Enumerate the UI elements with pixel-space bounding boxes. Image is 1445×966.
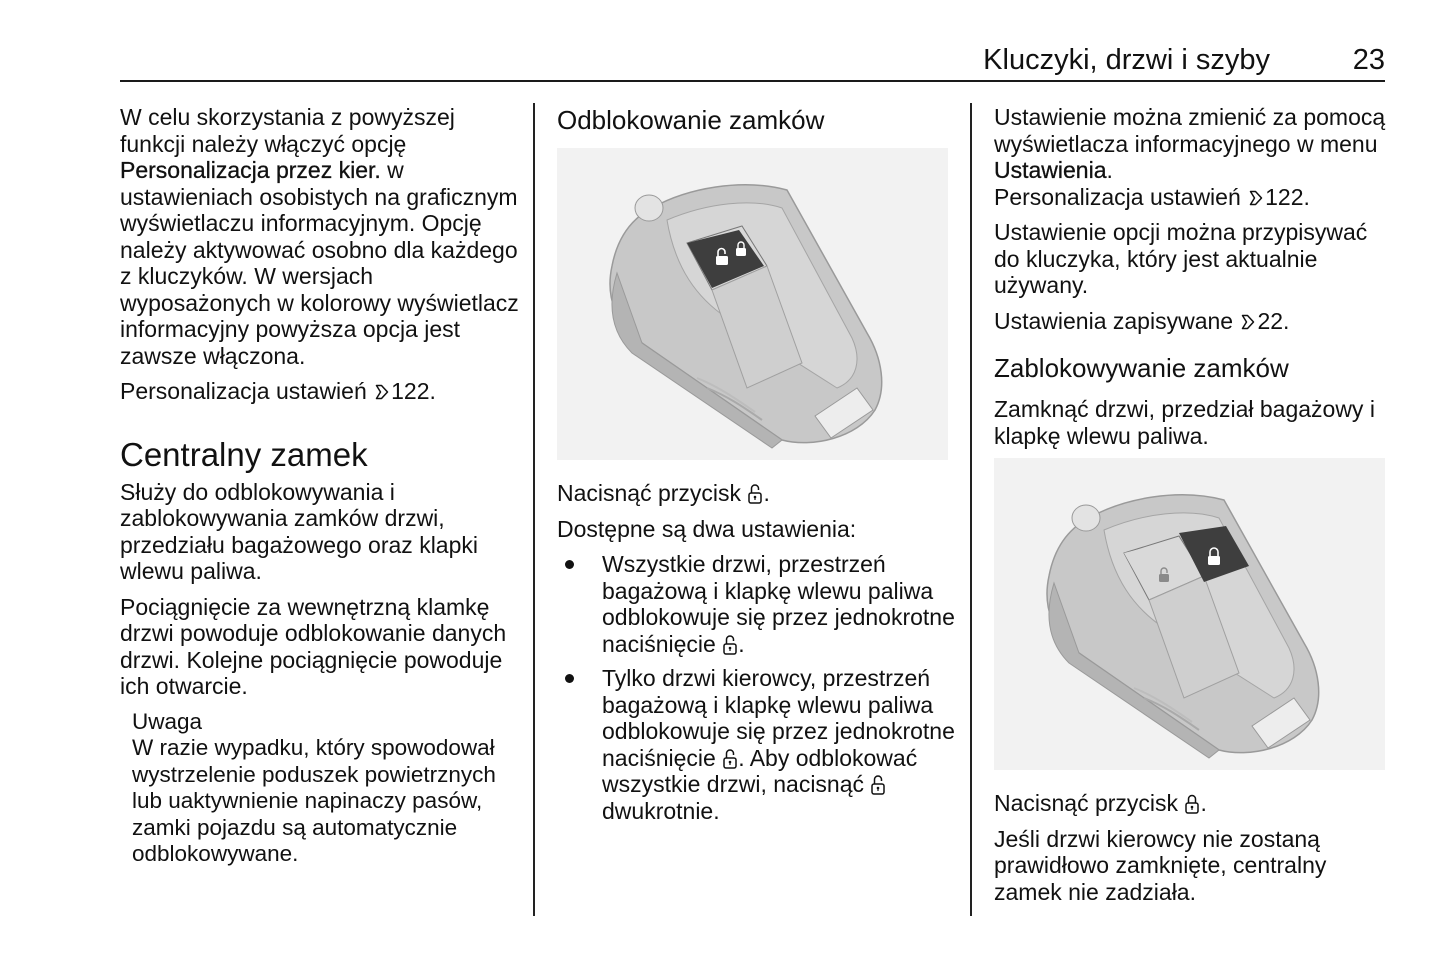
paragraph-settings-saved: Ustawienia zapisywane 22. xyxy=(994,307,1290,334)
key-fob-unlock-illustration xyxy=(557,148,948,460)
menu-option-personalizacja: Personalizacja przez kier. xyxy=(120,157,381,183)
cross-reference-arrow-icon xyxy=(1241,314,1255,330)
column-divider-2 xyxy=(970,103,972,916)
key-fob-lock-illustration xyxy=(994,458,1385,770)
column-2 xyxy=(557,104,957,833)
section-heading-locking: Zablokowywanie zamków xyxy=(994,353,1289,383)
list-item: Tylko drzwi kierowcy, przestrzeń bagażową i klapkę wlewu paliwa odblokowuje się przez jednokrotne naciśnięcie . Aby odblokować wszystkie drzwi, nacisnąć dwukrotnie. xyxy=(557,665,957,824)
menu-option-ustawienia: Ustawienia xyxy=(994,157,1107,183)
paragraph-press-lock: Nacisnąć przycisk . xyxy=(994,790,1207,816)
running-header-title: Kluczyki, drzwi i szyby xyxy=(983,44,1270,76)
paragraph-assign-key: Ustawienie opcji można przypisywać do kluczyka, który jest aktualnie używany. xyxy=(994,219,1368,298)
paragraph-close-doors: Zamknąć drzwi, przedział bagażowy i klapkę wlewu paliwa. xyxy=(994,396,1375,449)
paragraph-central-lock-purpose: Służy do odblokowywania i zablokowywania zamków drzwi, przedziału bagażowego oraz klapki wlewu paliwa. xyxy=(120,478,478,584)
unlock-icon xyxy=(871,774,885,795)
list-item: Wszystkie drzwi, przestrzeń bagażową i klapkę wlewu paliwa odblokowuje się przez jednokrotne naciśnięcie . xyxy=(557,551,957,657)
paragraph-driver-door-warning: Jeśli drzwi kierowcy nie zostaną prawidłowo zamknięte, centralny zamek nie zadziała. xyxy=(994,825,1327,905)
paragraph-press-unlock: Nacisnąć przycisk . xyxy=(557,480,770,506)
paragraph-settings-reference: Personalizacja ustawień 122. xyxy=(120,378,436,404)
bullet-icon xyxy=(565,560,574,569)
cross-reference-arrow-icon xyxy=(375,384,389,400)
page-number: 23 xyxy=(1352,44,1385,76)
cross-reference-arrow-icon xyxy=(1249,190,1263,206)
lock-icon xyxy=(1185,793,1199,814)
column-1 xyxy=(120,104,520,868)
paragraph-door-handle: Pociągnięcie za wewnętrzną klamkę drzwi powoduje odblokowanie danych drzwi. Kolejne pociągnięcie powoduje ich otwarcie. xyxy=(120,593,507,699)
page-reference-link[interactable]: 122. xyxy=(391,378,436,404)
header-rule xyxy=(120,80,1385,82)
section-heading-central-lock: Centralny zamek xyxy=(120,435,368,473)
unlock-icon xyxy=(723,748,737,769)
section-heading-unlocking: Odblokowanie zamków xyxy=(557,105,825,135)
paragraph-personalization-option: W celu skorzystania z powyższej funkcji należy włączyć opcję Personalizacja przez kier. w ustawieniach osobistych na graficznym wyświetlaczu informacyjnym. Opcję należy aktywować osobno dla każdego z kluczyków. W wersjach wyposażonych w kolorowy wyświetlacz informacyjny powyższa opcja jest zawsze włączona. xyxy=(120,104,519,369)
note-text: W razie wypadku, który spowodował wystrzelenie poduszek powietrznych lub uaktywnienie napinaczy pasów, zamki pojazdu są automatycznie odblokowywane. xyxy=(132,735,496,866)
unlock-icon xyxy=(723,634,737,655)
column-divider-1 xyxy=(533,103,535,916)
paragraph-two-settings: Dostępne są dwa ustawienia: xyxy=(557,515,857,542)
unlock-icon xyxy=(748,483,762,504)
note-title: Uwaga xyxy=(132,708,203,734)
note-box xyxy=(132,709,520,868)
bullet-icon xyxy=(565,674,574,683)
page-reference-link[interactable]: 122. xyxy=(1265,183,1310,210)
settings-list xyxy=(557,551,957,824)
page-reference-link[interactable]: 22. xyxy=(1257,307,1290,334)
paragraph-change-setting: Ustawienie można zmienić za pomocą wyświetlacza informacyjnego w menu Ustawienia. Personalizacja ustawień 122. xyxy=(994,104,1386,210)
column-3 xyxy=(994,104,1389,914)
